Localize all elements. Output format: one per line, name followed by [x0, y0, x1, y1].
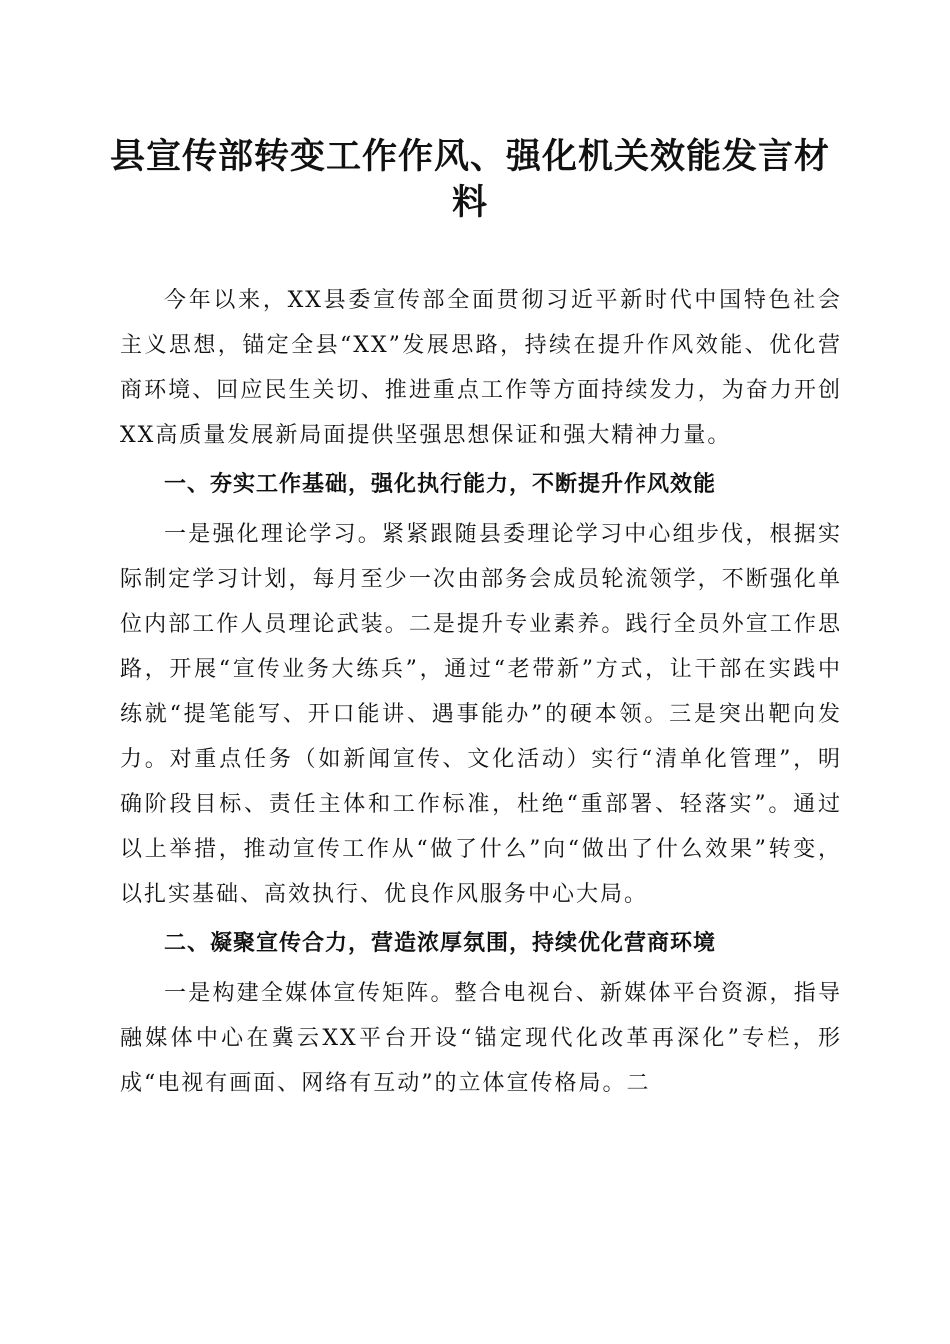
- document-title: 县宣传部转变工作作风、强化机关效能发言材料: [109, 136, 830, 223]
- intro-paragraph: 今年以来，XX县委宣传部全面贯彻习近平新时代中国特色社会主义思想，锚定全县“XX”发展思路，持续在提升作风效能、优化营商环境、回应民生关切、推进重点工作等方面持续发力，为奋力开创XX高质量发展新局面提供坚强思想保证和强大精神力量。: [120, 288, 842, 448]
- section-1-heading: 一、夯实工作基础，强化执行能力，不断提升作风效能: [164, 472, 717, 497]
- section-2-heading: 二、凝聚宣传合力，营造浓厚氛围，持续优化营商环境: [164, 931, 717, 956]
- document-body: [120, 278, 842, 1106]
- section-1-paragraph: 一是强化理论学习。紧紧跟随县委理论学习中心组步伐，根据实际制定学习计划，每月至少一次由部务会成员轮流领学，不断强化单位内部工作人员理论武装。二是提升专业素养。践行全员外宣工作思路，开展“宣传业务大练兵”，通过“老带新”方式，让干部在实践中练就“提笔能写、开口能讲、遇事能办”的硬本领。三是突出靶向发力。对重点任务（如新闻宣传、文化活动）实行“清单化管理”，明确阶段目标、责任主体和工作标准，杜绝“重部署、轻落实”。通过以上举措，推动宣传工作从“做了什么”向“做出了什么效果”转变，以扎实基础、高效执行、优良作风服务中心大局。: [120, 522, 842, 907]
- section-2-paragraph: 一是构建全媒体宣传矩阵。整合电视台、新媒体平台资源，指导融媒体中心在冀云XX平台开设“锚定现代化改革再深化”专栏，形成“电视有画面、网络有互动”的立体宣传格局。二: [120, 981, 842, 1096]
